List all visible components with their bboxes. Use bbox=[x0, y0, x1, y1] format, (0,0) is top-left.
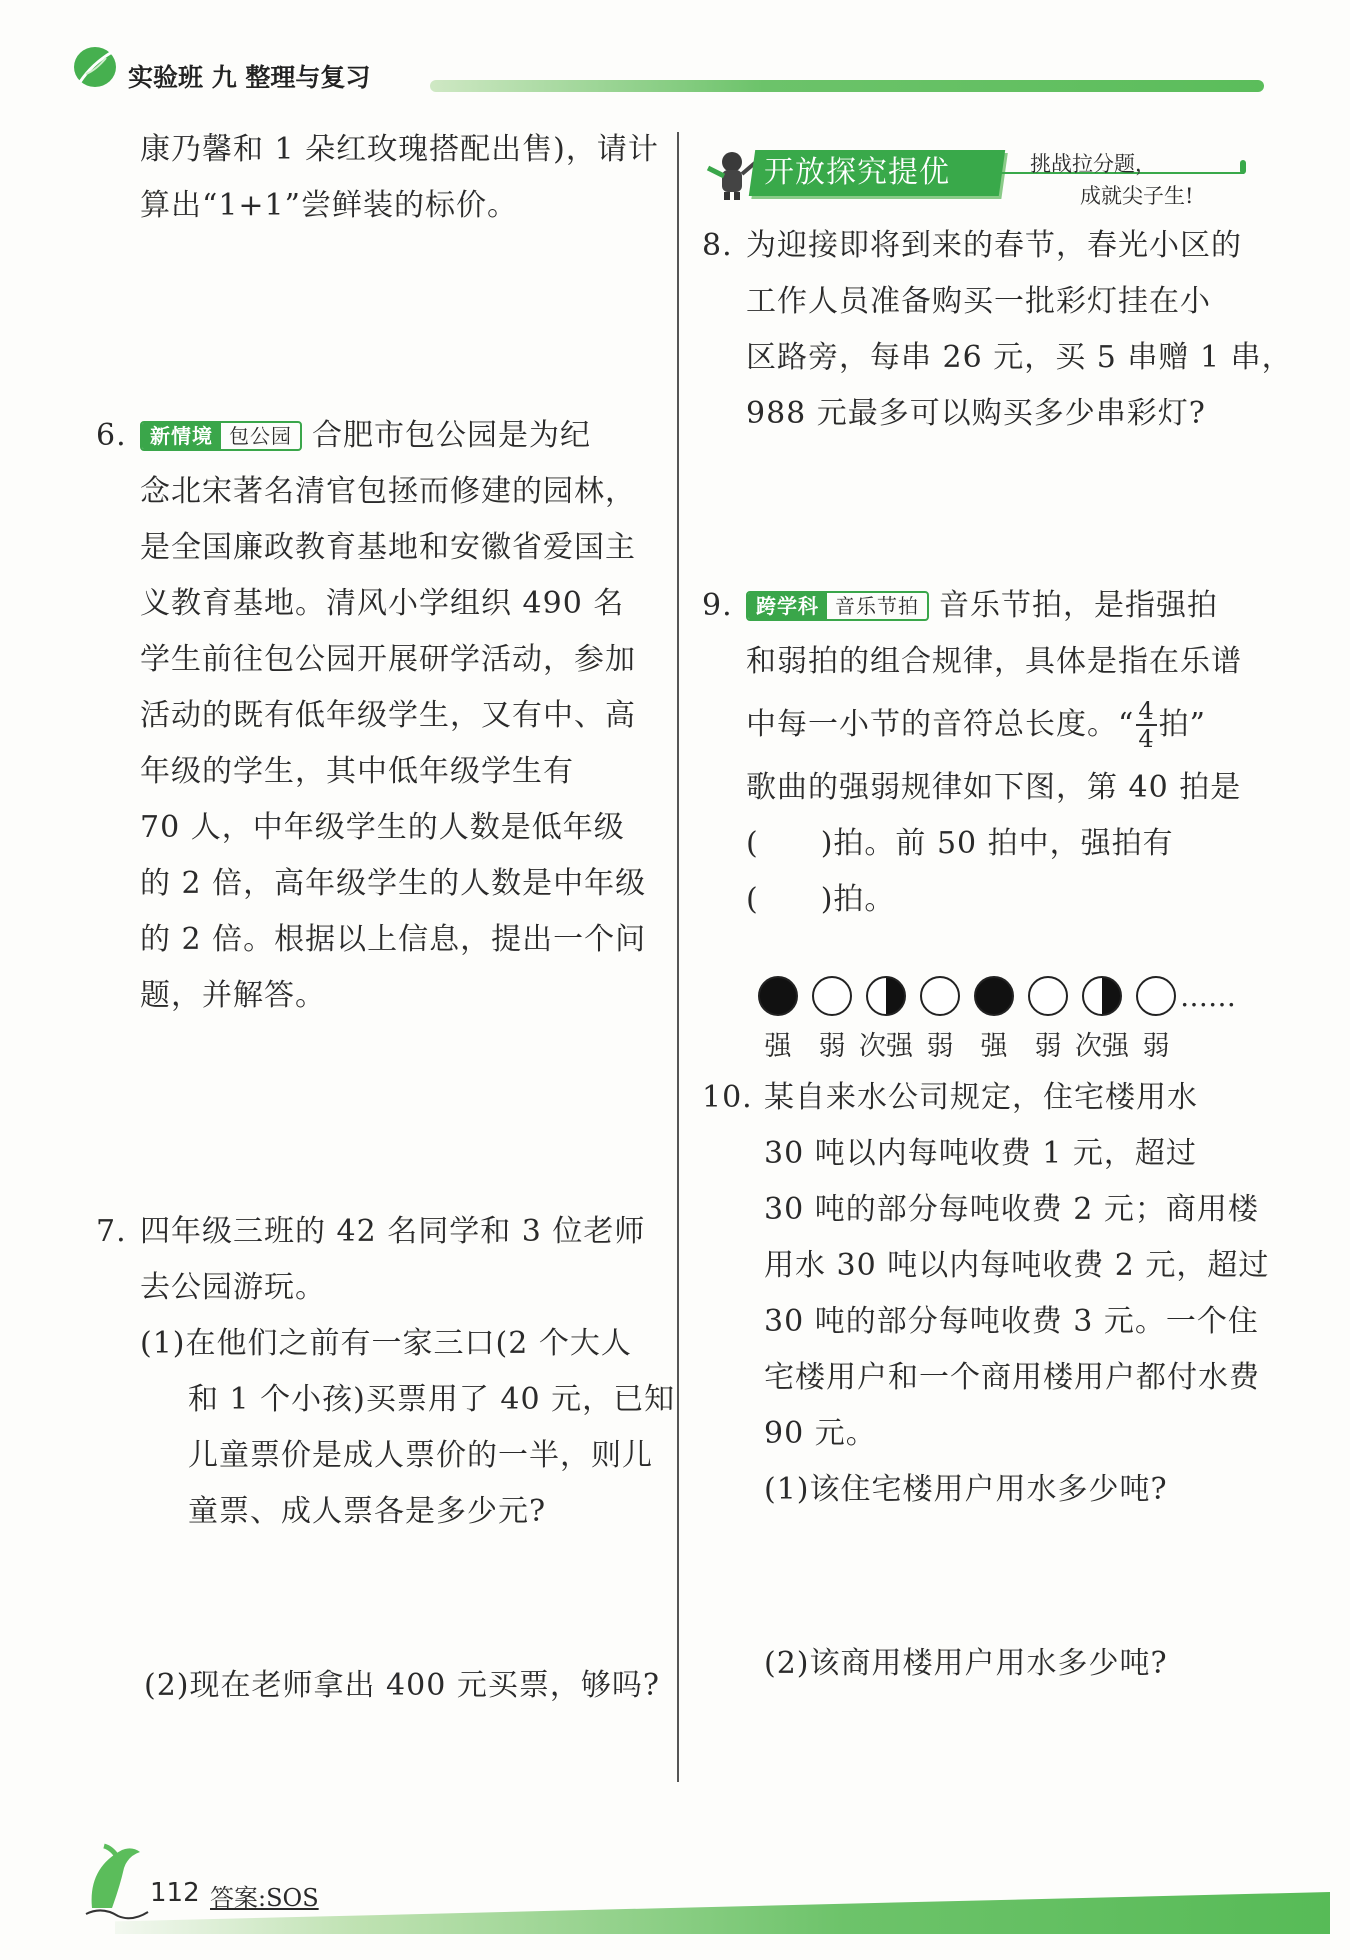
question-7 bbox=[96, 1204, 675, 1540]
section-banner-title: 开放探究提优 bbox=[764, 155, 950, 190]
answer-code: 答案:SOS bbox=[210, 1884, 319, 1912]
question-number: 8. bbox=[702, 228, 733, 263]
text-line: 为迎接即将到来的春节，春光小区的 bbox=[746, 228, 1242, 263]
question-number: 10. bbox=[702, 1080, 753, 1115]
text-fragment: 拍” bbox=[1158, 707, 1206, 742]
text-line: 算出“1+1”尝鲜装的标价。 bbox=[140, 188, 518, 223]
banner-pin-icon bbox=[1240, 160, 1246, 174]
beat-label: 次强 bbox=[859, 1031, 913, 1062]
question-6 bbox=[96, 408, 646, 1024]
subquestion-1: (1)在他们之前有一家三口(2 个大人 bbox=[140, 1326, 632, 1361]
beat-circle-full bbox=[974, 976, 1014, 1016]
beat-circle-empty bbox=[920, 976, 960, 1016]
prev-question-continuation bbox=[140, 122, 659, 234]
header-band bbox=[430, 80, 1264, 92]
text-line: 活动的既有低年级学生，又有中、高 bbox=[140, 698, 636, 733]
text-line: 合肥市包公园是为纪 bbox=[312, 418, 591, 453]
tag-topic: 音乐节拍 bbox=[835, 594, 919, 618]
text-line: 宅楼用户和一个商用楼用户都付水费 bbox=[764, 1360, 1260, 1395]
text-line: 题，并解答。 bbox=[140, 978, 326, 1013]
beat-labels bbox=[758, 1024, 1218, 1064]
text-line: 四年级三班的 42 名同学和 3 位老师 bbox=[140, 1214, 646, 1249]
text-line: 30 吨的部分每吨收费 3 元。一个住 bbox=[764, 1304, 1259, 1339]
banner-note-2: 成就尖子生! bbox=[1080, 184, 1194, 208]
dolphin-icon bbox=[82, 1838, 152, 1922]
question-number: 7. bbox=[96, 1214, 127, 1249]
text-line: 童票、成人票各是多少元? bbox=[188, 1494, 547, 1529]
text-line: 区路旁，每串 26 元，买 5 串赠 1 串， bbox=[746, 340, 1293, 375]
text-line: 康乃馨和 1 朵红玫瑰搭配出售)，请计 bbox=[140, 132, 659, 167]
text-line: 去公园游玩。 bbox=[140, 1270, 326, 1305]
ellipsis: …… bbox=[1180, 979, 1236, 1013]
subquestion-1: (1)该住宅楼用户用水多少吨? bbox=[764, 1472, 1168, 1507]
beat-label: 强 bbox=[980, 1031, 1008, 1062]
tag-topic: 包公园 bbox=[229, 424, 292, 448]
beat-circle-half bbox=[1082, 976, 1122, 1016]
text-line: 70 人，中年级学生的人数是低年级 bbox=[140, 810, 625, 845]
page-number: 112 bbox=[150, 1878, 200, 1908]
beat-circle-empty bbox=[1136, 976, 1176, 1016]
beat-pattern bbox=[758, 976, 1236, 1016]
text-line: 年级的学生，其中低年级学生有 bbox=[140, 754, 574, 789]
tag-category: 新情境 bbox=[142, 423, 221, 449]
subquestion-2: (2)该商用楼用户用水多少吨? bbox=[764, 1646, 1168, 1681]
text-line: 和弱拍的组合规律，具体是指在乐谱 bbox=[746, 644, 1242, 679]
fraction-numerator: 4 bbox=[1138, 697, 1155, 725]
text-line: 学生前往包公园开展研学活动，参加 bbox=[140, 642, 636, 677]
subject-tag bbox=[746, 591, 929, 621]
beat-label: 弱 bbox=[1142, 1031, 1170, 1062]
text-line: 是全国廉政教育基地和安徽省爱国主 bbox=[140, 530, 636, 565]
text-line: 用水 30 吨以内每吨收费 2 元，超过 bbox=[764, 1248, 1270, 1283]
beat-circle-empty bbox=[1028, 976, 1068, 1016]
situation-tag bbox=[140, 421, 302, 451]
header-title: 实验班 九 整理与复习 bbox=[128, 63, 371, 92]
leaf-logo-icon bbox=[72, 44, 118, 90]
question-10 bbox=[702, 1070, 1269, 1518]
beat-circles bbox=[758, 976, 1176, 1016]
text-line: 歌曲的强弱规律如下图，第 40 拍是 bbox=[746, 770, 1242, 805]
beat-circle-empty bbox=[812, 976, 852, 1016]
text-line: 的 2 倍，高年级学生的人数是中年级 bbox=[140, 866, 647, 901]
text-line: 988 元最多可以购买多少串彩灯? bbox=[746, 396, 1206, 431]
text-line: 义教育基地。清风小学组织 490 名 bbox=[140, 586, 625, 621]
beat-label: 强 bbox=[764, 1031, 792, 1062]
text-line: 的 2 倍。根据以上信息，提出一个问 bbox=[140, 922, 647, 957]
question-9 bbox=[702, 578, 1242, 928]
question-8 bbox=[702, 218, 1293, 442]
beat-circle-full bbox=[758, 976, 798, 1016]
banner-note-1: 挑战拉分题， bbox=[1030, 152, 1156, 176]
subquestion-2: (2)现在老师拿出 400 元买票，够吗? bbox=[144, 1668, 660, 1703]
text-line: 某自来水公司规定，住宅楼用水 bbox=[764, 1080, 1198, 1115]
column-divider bbox=[677, 132, 679, 1782]
text-line: ( )拍。 bbox=[746, 882, 896, 917]
beat-label: 次强 bbox=[1075, 1031, 1129, 1062]
text-line: 念北宋著名清官包拯而修建的园林， bbox=[140, 474, 636, 509]
fraction-denominator: 4 bbox=[1138, 725, 1155, 753]
beat-label: 弱 bbox=[926, 1031, 954, 1062]
text-line: 90 元。 bbox=[764, 1416, 877, 1451]
question-number: 6. bbox=[96, 418, 127, 453]
tag-category: 跨学科 bbox=[748, 593, 827, 619]
text-line: 30 吨以内每吨收费 1 元，超过 bbox=[764, 1136, 1197, 1171]
beat-label: 弱 bbox=[818, 1031, 846, 1062]
text-fragment: 中每一小节的音符总长度。“ bbox=[746, 707, 1135, 742]
question-number: 9. bbox=[702, 588, 733, 623]
beat-label: 弱 bbox=[1034, 1031, 1062, 1062]
text-line-with-fraction bbox=[746, 690, 1242, 760]
text-line: 和 1 个小孩)买票用了 40 元，已知 bbox=[188, 1382, 676, 1417]
time-signature-fraction bbox=[1136, 698, 1156, 752]
text-line: 儿童票价是成人票价的一半，则儿 bbox=[188, 1438, 653, 1473]
text-line: 工作人员准备购买一批彩灯挂在小 bbox=[746, 284, 1211, 319]
beat-circle-half bbox=[866, 976, 906, 1016]
text-line: 30 吨的部分每吨收费 2 元；商用楼 bbox=[764, 1192, 1259, 1227]
text-line: 音乐节拍，是指强拍 bbox=[939, 588, 1218, 623]
text-line: ( )拍。前 50 拍中，强拍有 bbox=[746, 826, 1174, 861]
